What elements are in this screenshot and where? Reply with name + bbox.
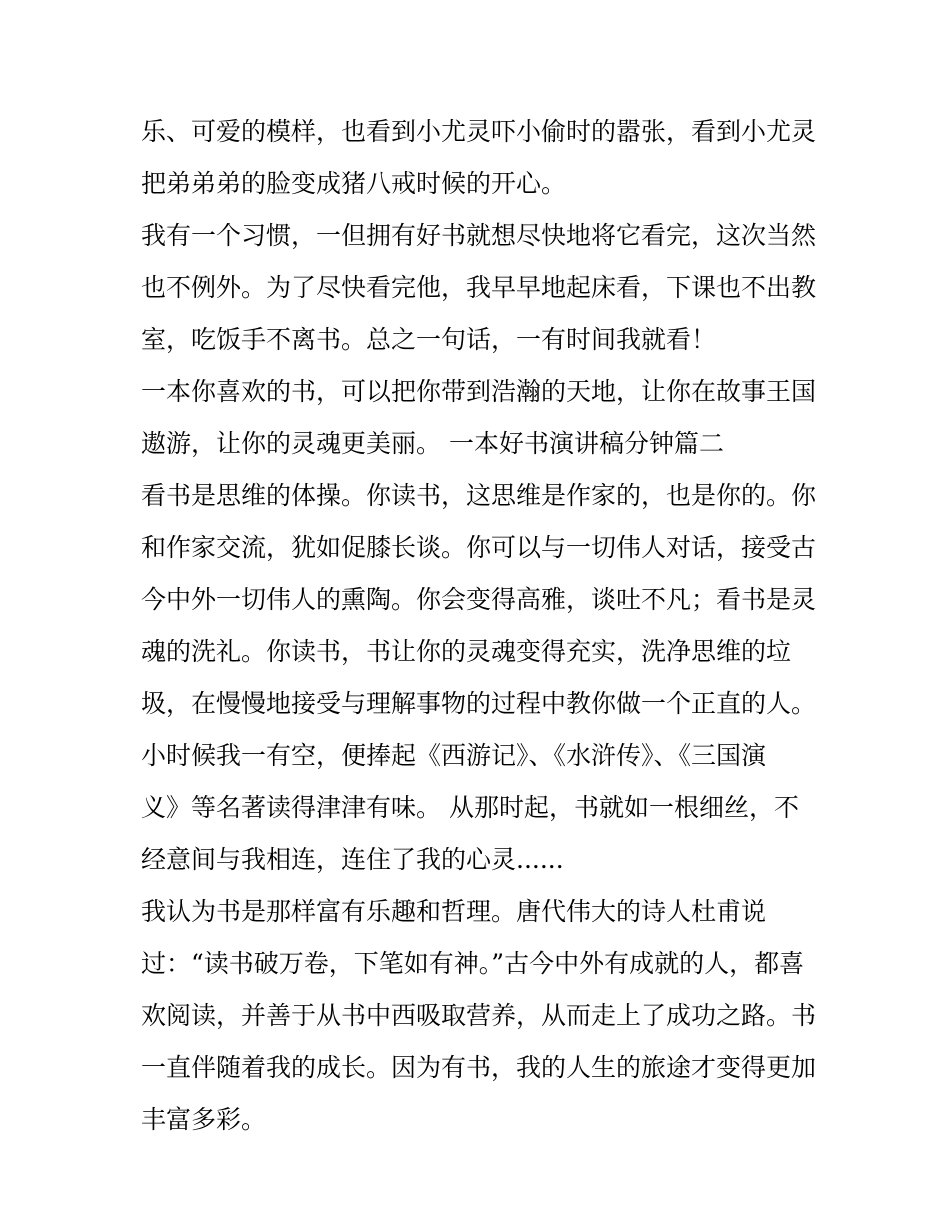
text-line: 室，吃饭手不离书。总之一句话，一有时间我就看！: [141, 325, 717, 354]
document-body: [141, 106, 831, 1146]
text-line: 我有一个习惯，一但拥有好书就想尽快地将它看完，这次当然: [141, 221, 817, 250]
text-line: 小时候我一有空，便捧起《西游记》、《水浒传》、《三国演: [141, 741, 767, 770]
text-line: 一直伴随着我的成长。因为有书，我的人生的旅途才变得更加: [141, 1053, 817, 1082]
text-line: 看书是思维的体操。你读书，这思维是作家的，也是你的。你: [141, 481, 817, 510]
text-line: 经意间与我相连，连住了我的心灵......: [141, 845, 564, 874]
text-line: 魂的洗礼。你读书，书让你的灵魂变得充实，洗净思维的垃: [141, 637, 792, 666]
text-line: 我认为书是那样富有乐趣和哲理。唐代伟大的诗人杜甫说: [141, 897, 767, 926]
text-line: 今中外一切伟人的熏陶。你会变得高雅，谈吐不凡；看书是灵: [141, 585, 817, 614]
text-line: 也不例外。为了尽快看完他，我早早地起床看，下课也不出教: [141, 273, 817, 302]
text-line: 欢阅读，并善于从书中西吸取营养，从而走上了成功之路。书: [141, 1001, 817, 1030]
text-line: 把弟弟弟的脸变成猪八戒时候的开心。: [141, 169, 567, 198]
text-line: 圾，在慢慢地接受与理解事物的过程中教你做一个正直的人。: [141, 689, 817, 718]
text-line: 和作家交流，犹如促膝长谈。你可以与一切伟人对话，接受古: [141, 533, 817, 562]
text-line: 一本你喜欢的书，可以把你带到浩瀚的天地，让你在故事王国: [141, 377, 817, 406]
text-line: 过：“读书破万卷，下笔如有神。”古今中外有成就的人，都喜: [141, 949, 805, 978]
text-line: 丰富多彩。: [141, 1105, 267, 1134]
text-line: 义》等名著读得津津有味。 从那时起，书就如一根细丝，不: [141, 793, 799, 822]
text-line: 乐、可爱的模样，也看到小尤灵吓小偷时的嚣张，看到小尤灵: [141, 117, 817, 146]
text-line: 遨游，让你的灵魂更美丽。 一本好书演讲稿分钟篇二: [141, 429, 724, 458]
